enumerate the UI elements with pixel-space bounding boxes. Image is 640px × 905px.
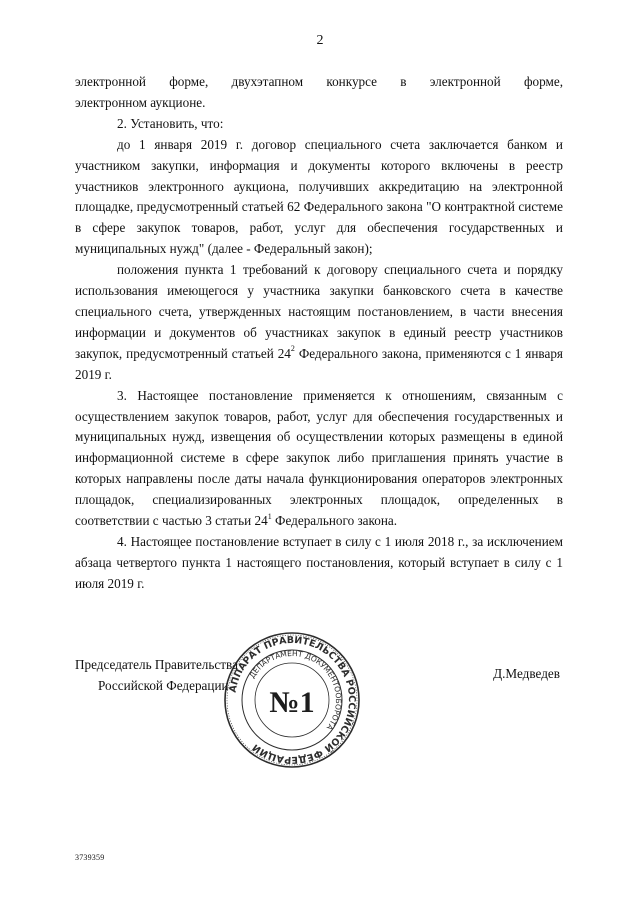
signatory-title — [75, 655, 238, 696]
official-stamp — [222, 630, 362, 770]
stamp-number: №1 — [269, 686, 315, 719]
page-number: 2 — [316, 33, 324, 48]
paragraph-2-clause-2 — [75, 260, 563, 385]
paragraph-4: 4. Настоящее постановление вступает в силу с 1 июля 2018 г., за исключением абзаца четвертого пункта 1 настоящего постановления, который вступает в силу с 1 июля 2019 г. — [75, 533, 563, 591]
paragraph-3-superscript: 1 — [267, 511, 272, 521]
signatory-title-line1: Председатель Правительства — [75, 657, 238, 672]
paragraph-continuation-line1: электронной форме, двухэтапном конкурсе в электронной форме, — [75, 74, 563, 89]
paragraph-2-heading: 2. Установить, что: — [117, 115, 224, 131]
paragraph-continuation-line2: электронном аукционе. — [75, 94, 206, 110]
clause-2-text-a: положения пункта 1 требований к договору специального счета и порядку использования имеющегося у участника закупки банковского счета в качестве специального счета, утвержденных настоящим постановлением, в части внесения информации и документов об участниках закупок в единый реестр участников закупок, предусмотренный статьей 24 — [75, 262, 563, 361]
stamp-inner-text: ДЕПАРТАМЕНТ ДОКУМЕНТООБОРОТА — [247, 648, 344, 732]
stamp-outer-text: АППАРАТ ПРАВИТЕЛЬСТВА РОССИЙСКОЙ ФЕДЕРАЦИИ — [227, 634, 358, 766]
paragraph-3-text-a: 3. Настоящее постановление применяется к отношениям, связанным с осуществлением закупок товаров, работ, услуг для обеспечения государственных и муниципальных нужд, извещения об осуществлении которых размещены в единой информационной системе в сфере закупок либо приглашения принять участие в которых направлены после даты начала функционирования операторов электронных площадок, специализированных электронных площадок, определенных в соответствии с частью 3 статьи 24 — [75, 387, 563, 529]
signatory-title-line2: Российской Федерации — [98, 677, 229, 693]
paragraph-3 — [75, 386, 563, 532]
body-text — [75, 72, 563, 595]
paragraph-2-clause-1: до 1 января 2019 г. договор специального счета заключается банком и участником закупки, информация и документы которого включены в реестр участников электронного аукциона, получивших аккредитацию на электронной площадке, предусмотренный статьей 62 Федерального закона "О контрактной системе в сфере закупок товаров, работ, услуг для обеспечения государственных и муниципальных нужд" (далее - Федеральный закон); — [75, 136, 563, 257]
document-code: 3739359 — [75, 853, 105, 862]
paragraph-3-text-b: Федерального закона. — [271, 513, 398, 529]
signatory-name: Д.Медведев — [493, 666, 560, 681]
clause-2-superscript: 2 — [290, 344, 295, 354]
clause-2-text-b: Федерального закона, применяются с 1 января 2019 г. — [75, 345, 563, 382]
